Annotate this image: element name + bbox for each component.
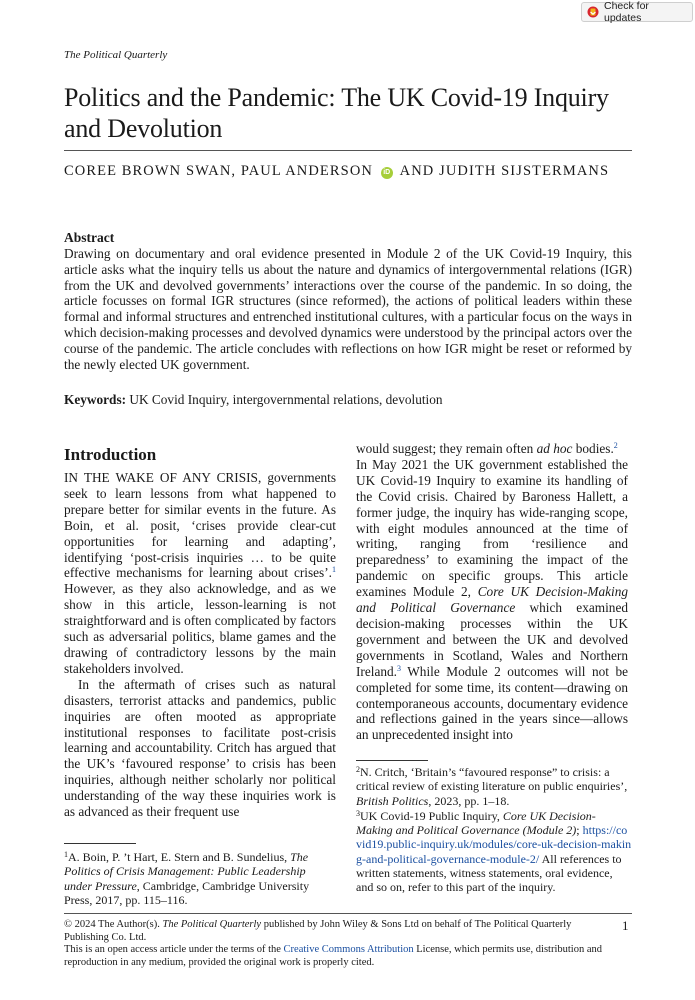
authors-part-2: AND JUDITH SIJSTERMANS [399, 163, 610, 179]
creative-commons-link[interactable]: Creative Commons Attribution [283, 944, 414, 955]
footnote-2: $^2$N. Critch, ‘Britain’s “favoured response” to crisis: a critical review of existing literature on public enquiries’, British Politics, 2023, pp. 1–18. [356, 765, 628, 808]
footnote-divider-right [356, 760, 428, 761]
authors-part-1: COREE BROWN SWAN, PAUL ANDERSON [64, 163, 373, 179]
abstract-text: Drawing on documentary and oral evidence presented in Module 2 of the UK Covid-19 Inquiry, this article asks what the inquiry tells us about the nature and dynamics of intergovernmental relations (IGR) from the UK and devolved governments’ interactions over the course of the pandemic. In so doing, the article focusses on formal IGR structures (since reformed), the actions of political leaders within these formal and informal structures and entrenched institutional cultures, with a particular focus on the ways in which decision-making processes and devolved dynamics were understood by the principal actors over the course of the pandemic. The article concludes with reflections on how IGR might be reset or reformed by the newly elected UK government. [64, 246, 632, 372]
footnotes-left [64, 850, 336, 908]
keywords-label: Keywords: [64, 392, 127, 407]
intro-paragraph-3: In May 2021 the UK government established the UK Covid-19 Inquiry to examine its handling of the Covid crisis. Chaired by Baroness Hallett, a former judge, the inquiry has wide-ranging scope, with eight modules announced at the time of writing, ranging from ‘resilience and preparedness’ to examining the impact of the pandemic on specific groups. This article examines Module 2, Core UK Decision-Making and Political Governance which examined decision-making processes within the UK government and between the UK and devolved governments in Scotland, Wales and Northern Ireland.$^3$ While Module 2 outcomes will not be completed for some time, its content—drawing on contemporaneous accounts, documentary evidence and reflections gained in the years since—allows an unprecedented insight into [356, 456, 628, 743]
article-title: Politics and the Pandemic: The UK Covid-19 Inquiry and Devolution [64, 83, 609, 143]
check-for-updates-button[interactable] [581, 2, 693, 22]
abstract-heading: Abstract [64, 230, 115, 245]
footnotes-right [356, 765, 632, 896]
intro-paragraph-2-cont: would suggest; they remain often ad hoc bodies.$^2$ [356, 441, 618, 456]
page-number: 1 [622, 918, 629, 933]
inquiry-module-link[interactable]: https://covid19.public-inquiry.uk/modules/core-uk-decision-making-and-political-governance-module-2/ [356, 823, 632, 866]
license-notice: This is an open access article under the terms of the Creative Commons Attribution License, which permits use, distribution and reproduction in any medium, provided the original work is properly cited. [64, 944, 603, 968]
keywords-text: UK Covid Inquiry, intergovernmental relations, devolution [129, 392, 443, 407]
footnote-ref-1[interactable]: 1 [332, 565, 336, 575]
footnote-ref-2[interactable]: 2 [613, 441, 618, 450]
footnote-3: $^3$UK Covid-19 Public Inquiry, Core UK Decision-Making and Political Governance (Module 2); https://covid19.public-inquiry.uk/modules/core-uk-decision-making-and-political-governance-module-2/ All references to written statements, witness statements, oral evidence, and so on, refer to this part of the inquiry. [356, 808, 632, 895]
intro-paragraph-1: IN THE WAKE OF ANY CRISIS, governments seek to learn lessons from what happened to prepare better for similar events in the future. As Boin, et al. posit, ‘crises provide clear-cut opportunities for learning and adapting’, identifying ‘post-crisis inquiries … to be quite effective mechanisms for learning about crises’.$^1$ However, as they also acknowledge, and as we show in this article, lesson-learning is not straightforward and is often complicated by factors such as adversarial politics, blame games and the drawing of contradictory lessons by the main stakeholders involved. [64, 470, 336, 676]
body-column-right [356, 441, 628, 743]
intro-paragraph-2: In the aftermath of crises such as natural disasters, terrorist attacks and pandemics, public inquiries are often mooted as appropriate institutional responses to facilitate post-crisis learning and accountability. Critch has argued that the UK’s ‘favoured response’ to crisis has been inquiries, although neither scholarly nor political understanding of the way these inquiries work is as advanced as their frequent use [64, 676, 336, 820]
copyright-notice: © 2024 The Author(s). The Political Quarterly published by John Wiley & Sons Ltd on behalf of The Political Quarterly Publishing Co. Ltd. [64, 919, 572, 943]
footnote-divider-left [64, 843, 136, 844]
orcid-icon[interactable]: iD [381, 167, 393, 179]
check-for-updates-label: Check for updates [604, 0, 649, 24]
footer-divider [64, 913, 632, 914]
journal-name: The Political Quarterly [64, 49, 168, 61]
introduction-heading: Introduction [64, 445, 157, 464]
footnote-ref-3[interactable]: 3 [396, 663, 401, 673]
footnote-1: $^1$A. Boin, P. ’t Hart, E. Stern and B. Sundelius, The Politics of Crisis Management: Public Leadership under Pressure, Cambridge, Cambridge University Press, 2017, pp. 115–116. [64, 850, 310, 907]
body-column-left [64, 445, 336, 820]
keywords [64, 392, 632, 408]
author-list [64, 162, 624, 181]
title-divider [64, 150, 632, 151]
crossmark-icon [587, 6, 599, 18]
